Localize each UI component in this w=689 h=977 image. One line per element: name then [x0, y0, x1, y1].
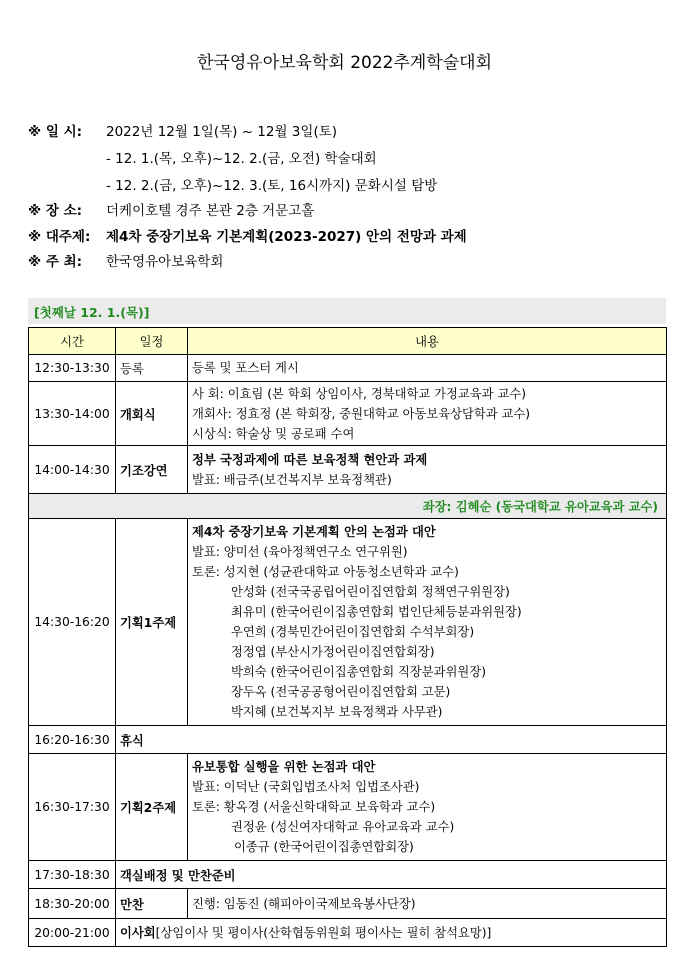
table-row: 12:30-13:30 등록 등록 및 포스터 게시 — [29, 355, 667, 382]
chair-text: 좌장: 김혜순 (동국대학교 유아교육과 교수) — [29, 494, 667, 519]
info-theme — [28, 225, 467, 245]
table-row: 14:30-16:20 기획1주제 제4차 중장기보육 기본계획 안의 논점과 대안 발표: 양미선 (육아정책연구소 연구위원) 토론: 성지현 (성균관대학교 아동청소년학과 교수) 안성화 (전국국공립어린이집연합회 정책연구위원장) 최유미 (한국어린이집총연합회 법인단체등분과위원장) 우연희 (경북민간어린이집연합회 수석부회장) 정정엽 (부산시가정어린이집연합회장) 박희숙 (한국어린이집총연합회 직장분과위원장) 장두옥 (전국공공형어린이집연합회 고문) 박지혜 (보건복지부 보육정책과 사무관) — [29, 519, 667, 726]
table-row: 16:30-17:30 기획2주제 유보통합 실행을 위한 논점과 대안 발표: 이덕난 (국회입법조사처 입법조사관) 토론: 황옥경 (서울신학대학교 보육학과 교수) 권정윤 (성신여자대학교 유아교육과 교수) 이종규 (한국어린이집총연합회장) — [29, 754, 667, 861]
info-date-sub2: - 12. 2.(금, 오후)~12. 3.(토, 16시까지) 문화시설 탐방 — [106, 178, 438, 194]
chair-row — [29, 494, 667, 519]
host-label: ※ 주 최: — [28, 254, 83, 270]
theme-value: 제4차 중장기보육 기본계획(2023-2027) 안의 전망과 과제 — [106, 229, 467, 245]
table-row: 20:00-21:00 이사회[상임이사 및 평이사(산학협동위원회 평이사는 필히 참석요망)] — [29, 919, 667, 947]
schedule-table — [28, 327, 667, 947]
theme-label: ※ 대주제: — [28, 229, 91, 245]
header-time: 시간 — [29, 328, 116, 355]
day-bar — [28, 298, 666, 324]
table-row: 17:30-18:30 객실배정 및 만찬준비 — [29, 861, 667, 889]
info-host — [28, 250, 223, 270]
table-row: 14:00-14:30 기조강연 정부 국정과제에 따른 보육정책 현안과 과제 발표: 배금주(보건복지부 보육정책관) — [29, 446, 667, 494]
place-value: 더케이호텔 경주 본관 2층 거문고홀 — [106, 203, 315, 219]
info-date — [28, 120, 337, 140]
host-value: 한국영유아보육학회 — [106, 254, 224, 270]
table-header — [29, 328, 667, 355]
header-content: 내용 — [188, 328, 667, 355]
page-title: 한국영유아보육학회 2022추계학술대회 — [197, 53, 492, 73]
day-label: [첫째날 12. 1.(목)] — [34, 305, 150, 320]
table-row: 16:20-16:30 휴식 — [29, 726, 667, 754]
place-label: ※ 장 소: — [28, 203, 83, 219]
info-place — [28, 199, 314, 219]
table-row: 18:30-20:00 만찬 진행: 임동진 (해피아이국제보육봉사단장) — [29, 889, 667, 919]
date-label: ※ 일 시: — [28, 124, 83, 140]
info-date-sub1: - 12. 1.(목, 오후)~12. 2.(금, 오전) 학술대회 — [106, 151, 377, 167]
table-row: 13:30-14:00 개회식 사 회: 이효림 (본 학회 상임이사, 경북대학교 가정교육과 교수) 개회사: 정효정 (본 학회장, 중원대학교 아동보육상담학과 교수) 시상식: 학술상 및 공로패 수여 — [29, 382, 667, 446]
date-value: 2022년 12월 1일(목) ~ 12월 3일(토) — [106, 124, 338, 140]
header-session: 일정 — [116, 328, 188, 355]
